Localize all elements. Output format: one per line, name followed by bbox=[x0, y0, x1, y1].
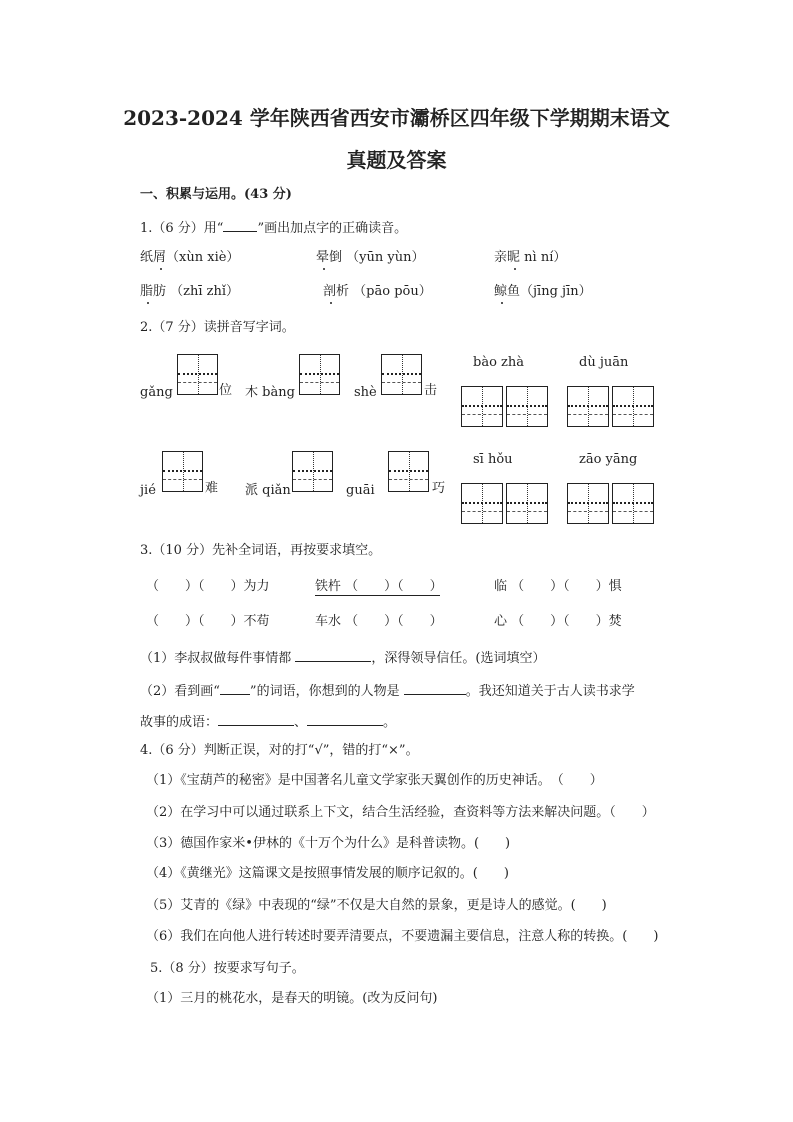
underline-sample bbox=[223, 220, 257, 232]
char-label: 击 bbox=[424, 383, 438, 398]
answer-blank[interactable] bbox=[307, 714, 383, 726]
q4-item: （5）艾青的《绿》中表现的“绿”不仅是大自然的景象，更是诗人的感觉。( ) bbox=[146, 898, 607, 913]
title-line-1: 2023-2024 学年陕西省西安市灞桥区四年级下学期期末语文 bbox=[123, 106, 670, 130]
writing-box[interactable] bbox=[299, 354, 340, 395]
char-label: 巧 bbox=[432, 481, 446, 496]
answer-blank[interactable] bbox=[218, 714, 294, 726]
idiom-blank[interactable]: 铁杵 （ ）（ ） bbox=[315, 579, 443, 594]
pinyin-label: gǎng bbox=[140, 385, 173, 400]
pinyin-label: jié bbox=[140, 483, 156, 498]
writing-box[interactable] bbox=[506, 386, 548, 427]
q4-item: （4）《黄继光》这篇课文是按照事情发展的顺序记叙的。( ) bbox=[146, 866, 509, 881]
q3-sub-2-cont: 故事的成语： 、 。 bbox=[140, 715, 397, 730]
writing-box[interactable] bbox=[506, 483, 548, 524]
q1-item: 亲昵 nì ní） bbox=[494, 250, 567, 265]
writing-box[interactable] bbox=[162, 451, 203, 492]
q1-item: 剖析 （pāo pōu） bbox=[323, 284, 432, 299]
q1-item: 鲸鱼（jīng jīn） bbox=[494, 284, 592, 299]
q4-item: （1）《宝葫芦的秘密》是中国著名儿童文学家张天翼创作的历史神话。 （ ） bbox=[146, 773, 603, 788]
word-pinyin: bào zhà bbox=[473, 355, 525, 370]
writing-box[interactable] bbox=[388, 451, 429, 492]
idiom-blank[interactable]: 心 （ ）（ ）焚 bbox=[494, 614, 622, 629]
q4-item: （3）德国作家米•伊林的《十万个为什么》是科普读物。( ) bbox=[146, 836, 511, 851]
q5-item: （1）三月的桃花水，是春天的明镜。(改为反问句) bbox=[146, 991, 438, 1006]
writing-box[interactable] bbox=[381, 354, 422, 395]
q1-item: 脂肪 （zhī zhǐ） bbox=[140, 284, 240, 299]
idiom-blank[interactable]: （ ）（ ）为力 bbox=[146, 579, 270, 594]
writing-box[interactable] bbox=[292, 451, 333, 492]
writing-box[interactable] bbox=[612, 386, 654, 427]
title-line-2: 真题及答案 bbox=[346, 148, 447, 172]
word-pinyin: dù juān bbox=[579, 355, 629, 370]
writing-box[interactable] bbox=[461, 483, 503, 524]
idiom-blank[interactable]: （ ）（ ）不苟 bbox=[146, 614, 270, 629]
answer-blank[interactable] bbox=[295, 650, 371, 662]
q5-prompt: 5.（8 分）按要求写句子。 bbox=[150, 961, 305, 976]
q3-sub-2: （2）看到画“ ”的词语，你想到的人物是 。我还知道关于古人读书求学 bbox=[140, 684, 635, 699]
pinyin-label: shè bbox=[354, 385, 377, 400]
idiom-blank[interactable]: 临 （ ）（ ）惧 bbox=[494, 579, 622, 594]
word-pinyin: zāo yāng bbox=[579, 452, 638, 467]
q2-prompt: 2.（7 分）读拼音写字词。 bbox=[140, 320, 295, 335]
writing-box[interactable] bbox=[177, 354, 218, 395]
q1-prompt: 1.（6 分）用“ ”画出加点字的正确读音。 bbox=[140, 221, 408, 236]
q3-sub-1: （1）李叔叔做每件事情都 ，深得领导信任。(选词填空） bbox=[140, 651, 546, 666]
q1-item: 晕倒 （yūn yùn） bbox=[316, 250, 425, 265]
q4-prompt: 4.（6 分）判断正误，对的打“√”，错的打“×”。 bbox=[140, 743, 419, 758]
q4-item: （6）我们在向他人进行转述时要弄清要点，不要遗漏主要信息，注意人称的转换。( ) bbox=[146, 929, 659, 944]
pinyin-label: 木 bàng bbox=[245, 385, 295, 400]
writing-box[interactable] bbox=[461, 386, 503, 427]
answer-blank[interactable] bbox=[404, 683, 466, 695]
pinyin-label: guāi bbox=[346, 483, 375, 498]
char-label: 位 bbox=[219, 383, 233, 398]
section-heading: 一、积累与运用。(43 分) bbox=[140, 187, 292, 202]
word-pinyin: sī hǒu bbox=[473, 452, 513, 467]
writing-box[interactable] bbox=[612, 483, 654, 524]
writing-box[interactable] bbox=[567, 386, 609, 427]
writing-box[interactable] bbox=[567, 483, 609, 524]
q1-item: 纸屑（xùn xiè） bbox=[140, 250, 240, 265]
pinyin-label: 派 qiǎn bbox=[245, 483, 291, 498]
char-label: 难 bbox=[205, 481, 219, 496]
q3-prompt: 3.（10 分）先补全词语，再按要求填空。 bbox=[140, 543, 382, 558]
q4-item: （2）在学习中可以通过联系上下文，结合生活经验，查资料等方法来解决问题。（ ） bbox=[146, 805, 655, 820]
idiom-blank[interactable]: 车水 （ ）（ ） bbox=[315, 614, 443, 629]
underline-sample bbox=[220, 683, 250, 695]
